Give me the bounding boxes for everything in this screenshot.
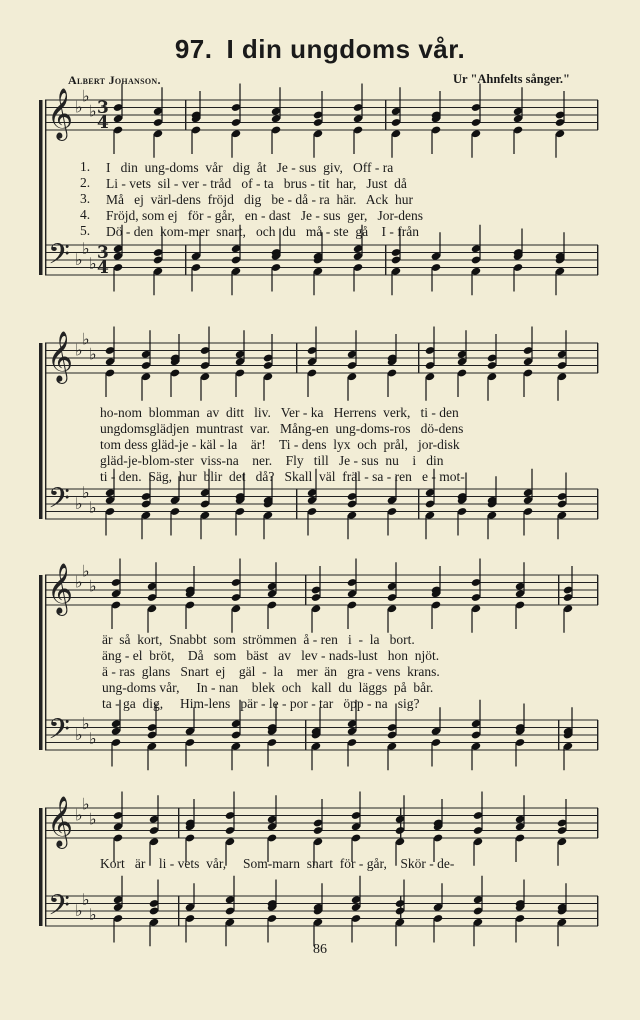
verse-number: 2. xyxy=(80,175,91,190)
flat-sign: ♭ xyxy=(75,340,83,360)
lyric-line: tom dess gläd-je - käl - la är! Ti - dens lyx och prål, jor-disk xyxy=(100,437,460,452)
bar-line xyxy=(418,343,419,373)
bar-line xyxy=(178,896,179,926)
system-brace xyxy=(39,808,43,926)
lyric-line: ta - ga dig, Him-lens pär - le - por - tar öpp - na sig? xyxy=(102,696,420,711)
flat-sign: ♭ xyxy=(75,572,83,592)
flat-sign: ♭ xyxy=(89,904,97,924)
lyric-line: Fröjd, som ej för - går, en - dast Je - sus ger, Jor-dens xyxy=(106,208,423,223)
bar-line xyxy=(305,575,306,605)
flat-sign: ♭ xyxy=(75,805,83,825)
flat-sign: ♭ xyxy=(82,238,90,258)
flat-sign: ♭ xyxy=(75,97,83,117)
bar-line xyxy=(558,720,559,750)
flat-sign: ♭ xyxy=(89,576,97,596)
lyric-line: ungdomsglädjen muntrast var. Mång-en ung-doms-ros dö-dens xyxy=(100,421,464,436)
bar-line xyxy=(185,100,186,130)
page-number: 86 xyxy=(313,942,327,957)
bar-line xyxy=(385,100,386,130)
system-brace xyxy=(39,100,43,275)
lyric-line: Li - vets sil - ver - tråd of - ta brus - tit har, Just då xyxy=(106,176,407,191)
flat-sign: ♭ xyxy=(89,728,97,748)
lyric-line: äng - el bröt, Då som bäst av lev - nads-lust hon njöt. xyxy=(102,648,440,663)
system-brace xyxy=(39,343,43,519)
hymn-number: 97. xyxy=(174,34,213,64)
bass-clef-icon: 𝄢 xyxy=(48,713,70,753)
lyric-line: ti - den. Säg, hur blir det då? Skall väl fräl - sa - ren e - mot- xyxy=(100,469,465,484)
lyric-line: ung-doms vår, In - nan blek och kall du läggs på bår. xyxy=(102,680,434,695)
bar-line xyxy=(178,808,179,838)
time-signature: 3 xyxy=(97,243,109,263)
verse-number: 3. xyxy=(80,191,91,206)
bar-line xyxy=(305,720,306,750)
composer-credit: Albert Johanson. xyxy=(68,73,161,87)
bar-line xyxy=(418,489,419,519)
verse-number: 5. xyxy=(80,223,91,238)
flat-sign: ♭ xyxy=(89,253,97,273)
treble-clef-icon: 𝄞 xyxy=(47,331,74,382)
flat-sign: ♭ xyxy=(89,809,97,829)
lyric-line: I din ung-doms vår dig åt Je - sus giv, Off - ra xyxy=(106,160,394,175)
bar-line xyxy=(597,100,598,130)
bar-line xyxy=(296,489,297,519)
time-signature: 3 xyxy=(97,98,109,118)
bar-line xyxy=(597,343,598,373)
bar-line xyxy=(597,575,598,605)
time-signature: 4 xyxy=(97,258,109,278)
bass-clef-icon: 𝄢 xyxy=(48,482,70,522)
flat-sign: ♭ xyxy=(82,86,90,106)
flat-sign: ♭ xyxy=(82,329,90,349)
lyric-line: Kort är li - vets vår, Som-marn snart för - går, Skör - de- xyxy=(100,856,455,871)
bar-line xyxy=(385,245,386,275)
bar-line xyxy=(597,896,598,926)
flat-sign: ♭ xyxy=(75,494,83,513)
flat-sign: ♭ xyxy=(89,344,97,364)
bar-line xyxy=(597,808,598,838)
bass-clef-icon: 𝄢 xyxy=(48,889,70,929)
bar-line xyxy=(597,720,598,750)
flat-sign: ♭ xyxy=(75,725,83,744)
lyric-line: gläd-je-blom-ster viss-na ner. Fly till Je - sus nu i din xyxy=(100,453,444,468)
lyric-line: ä - ras glans Snart ej gäl - la mer än gra - vens krans. xyxy=(102,664,440,679)
treble-clef-icon: 𝄞 xyxy=(47,563,74,614)
system-brace xyxy=(39,575,43,750)
flat-sign: ♭ xyxy=(82,889,90,909)
bar-line xyxy=(296,343,297,373)
flat-sign: ♭ xyxy=(75,901,83,920)
treble-clef-icon: 𝄞 xyxy=(47,796,74,847)
lyric-line: Må ej värl-dens fröjd dig be - då - ra här. Ack hur xyxy=(106,192,414,207)
lyric-line: Dö - den kom-mer snart, och du må - ste gå I - från xyxy=(106,224,420,239)
flat-sign: ♭ xyxy=(82,561,90,581)
flat-sign: ♭ xyxy=(75,250,83,269)
verse-number: 4. xyxy=(80,207,91,222)
flat-sign: ♭ xyxy=(82,482,90,502)
bar-line xyxy=(185,245,186,275)
bar-line xyxy=(597,245,598,275)
bar-line xyxy=(597,489,598,519)
bar-line xyxy=(558,575,559,605)
time-signature: 4 xyxy=(97,113,109,133)
lyric-line: ho-nom blomman av ditt liv. Ver - ka Herrens verk, ti - den xyxy=(100,405,459,420)
flat-sign: ♭ xyxy=(89,497,97,517)
treble-clef-icon: 𝄞 xyxy=(47,88,74,139)
flat-sign: ♭ xyxy=(82,794,90,814)
flat-sign: ♭ xyxy=(82,713,90,733)
source-credit: Ur "Ahnfelts sånger." xyxy=(452,72,570,86)
bass-clef-icon: 𝄢 xyxy=(48,238,70,278)
hymn-title: I din ungdoms vår. xyxy=(226,34,466,64)
flat-sign: ♭ xyxy=(89,101,97,121)
lyric-line: är så kort, Snabbt som strömmen å - ren i - la bort. xyxy=(102,632,415,647)
verse-number: 1. xyxy=(80,159,91,174)
